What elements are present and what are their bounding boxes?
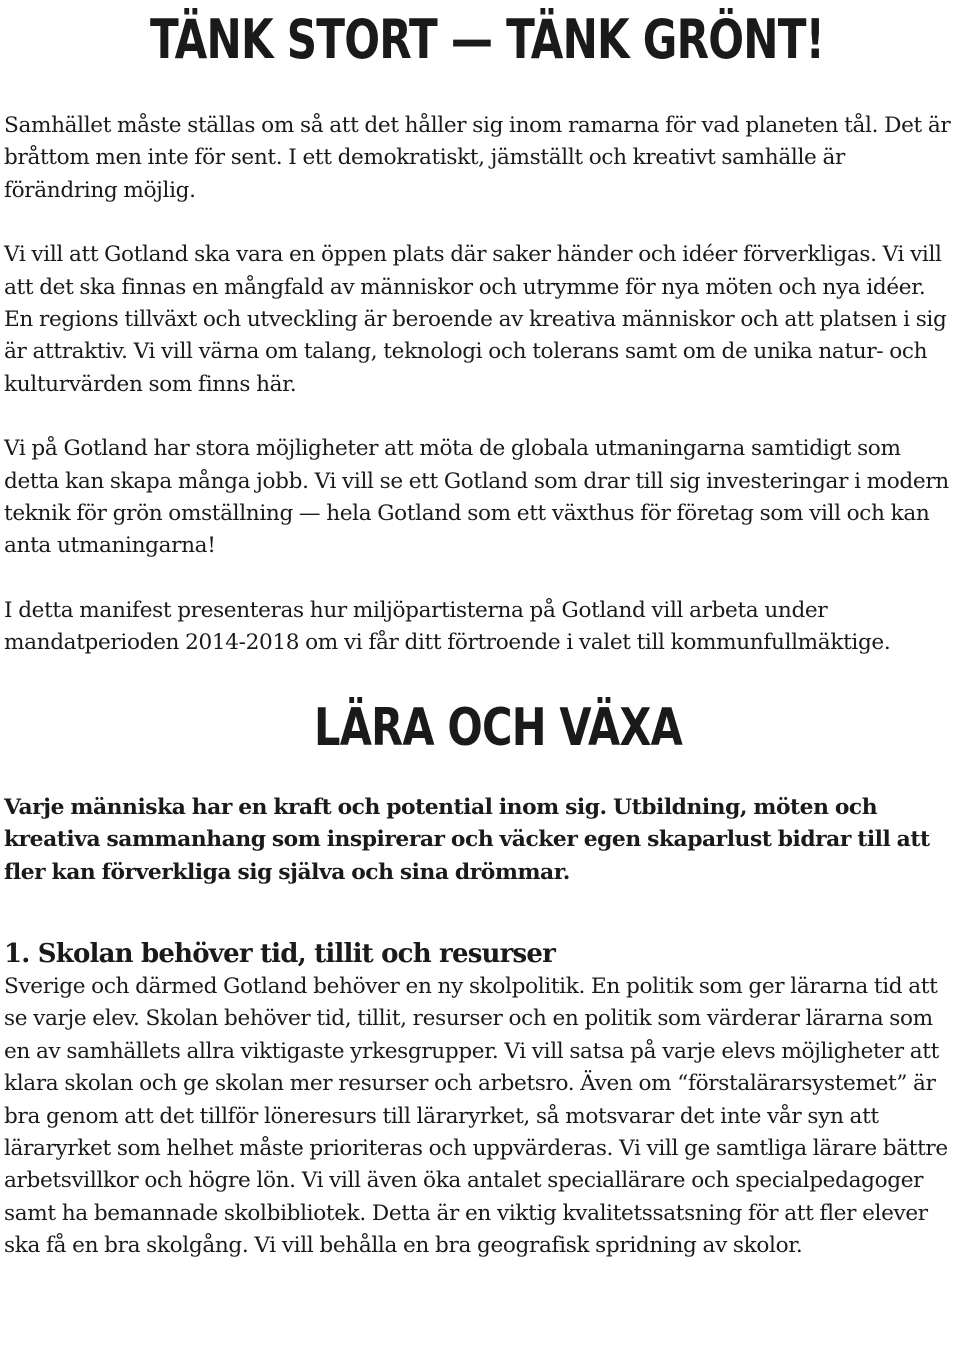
subsection-body: Sverige och därmed Gotland behöver en ny skolpolitik. En politik som ger lärarna tid att se varje elev. Skolan behöver tid, tillit, resurser och en politik som värderar lärarna som en av samhällets allra viktigaste yrkesgrupper. Vi vill satsa på varje elevs möjligheter att klara skolan och ge skolan mer resurser och arbetsro. Även om “förstalärarsystemet” är bra genom att det tillför löneresurs till läraryrket, så motsvarar det inte vår syn att läraryrket som helhet måste prioriteras och uppvärderas. Vi vill ge samtliga lärare bättre arbetsvillkor och högre lön. Vi vill även öka antalet speciallärare och specialpedagoger samt ha bemannade skolbibliotek. Detta är en viktig kvalitetssatsning för att fler elever ska få en bra skolgång. Vi vill behålla en bra geografisk spridning av skolor. [4, 973, 948, 1259]
document-page [4, 0, 956, 1263]
section-lead: Varje människa har en kraft och potential inom sig. Utbildning, möten och kreativa sammanhang som inspirerar och väcker egen skaparlust bidrar till att fler kan förverkliga sig själva och sina drömmar. [4, 794, 930, 885]
intro-paragraph: Samhället måste ställas om så att det håller sig inom ramarna för vad planeten tål. Det är bråttom men inte för sent. I ett demokratiskt, jämställt och kreativt samhälle är förändring möjlig. [4, 113, 951, 203]
intro-paragraph: Vi på Gotland har stora möjligheter att möta de globala utmaningarna samtidigt som detta kan skapa många jobb. Vi vill se ett Gotland som drar till sig investeringar i modern teknik för grön omställning — hela Gotland som ett växthus för företag som vill och kan anta utmaningarna! [4, 436, 949, 559]
intro-paragraph: I detta manifest presenteras hur miljöpartisterna på Gotland vill arbeta under mandatperioden 2014-2018 om vi får ditt förtroende i valet till kommunfullmäktige. [4, 597, 891, 656]
subsection-heading: 1. Skolan behöver tid, tillit och resurser [4, 938, 556, 969]
page-title: TÄNK STORT — TÄNK GRÖNT! [150, 8, 825, 71]
section-title: LÄRA OCH VÄXA [314, 697, 683, 758]
intro-paragraph: Vi vill att Gotland ska vara en öppen plats där saker händer och idéer förverkligas. Vi vill att det ska finnas en mångfald av människor och utrymme för nya möten och nya idéer. En regions tillväxt och utveckling är beroende av kreativa människor och att platsen i sig är attraktiv. Vi vill värna om talang, teknologi och tolerans samt om de unika natur- och kulturvärden som finns här. [4, 242, 947, 397]
